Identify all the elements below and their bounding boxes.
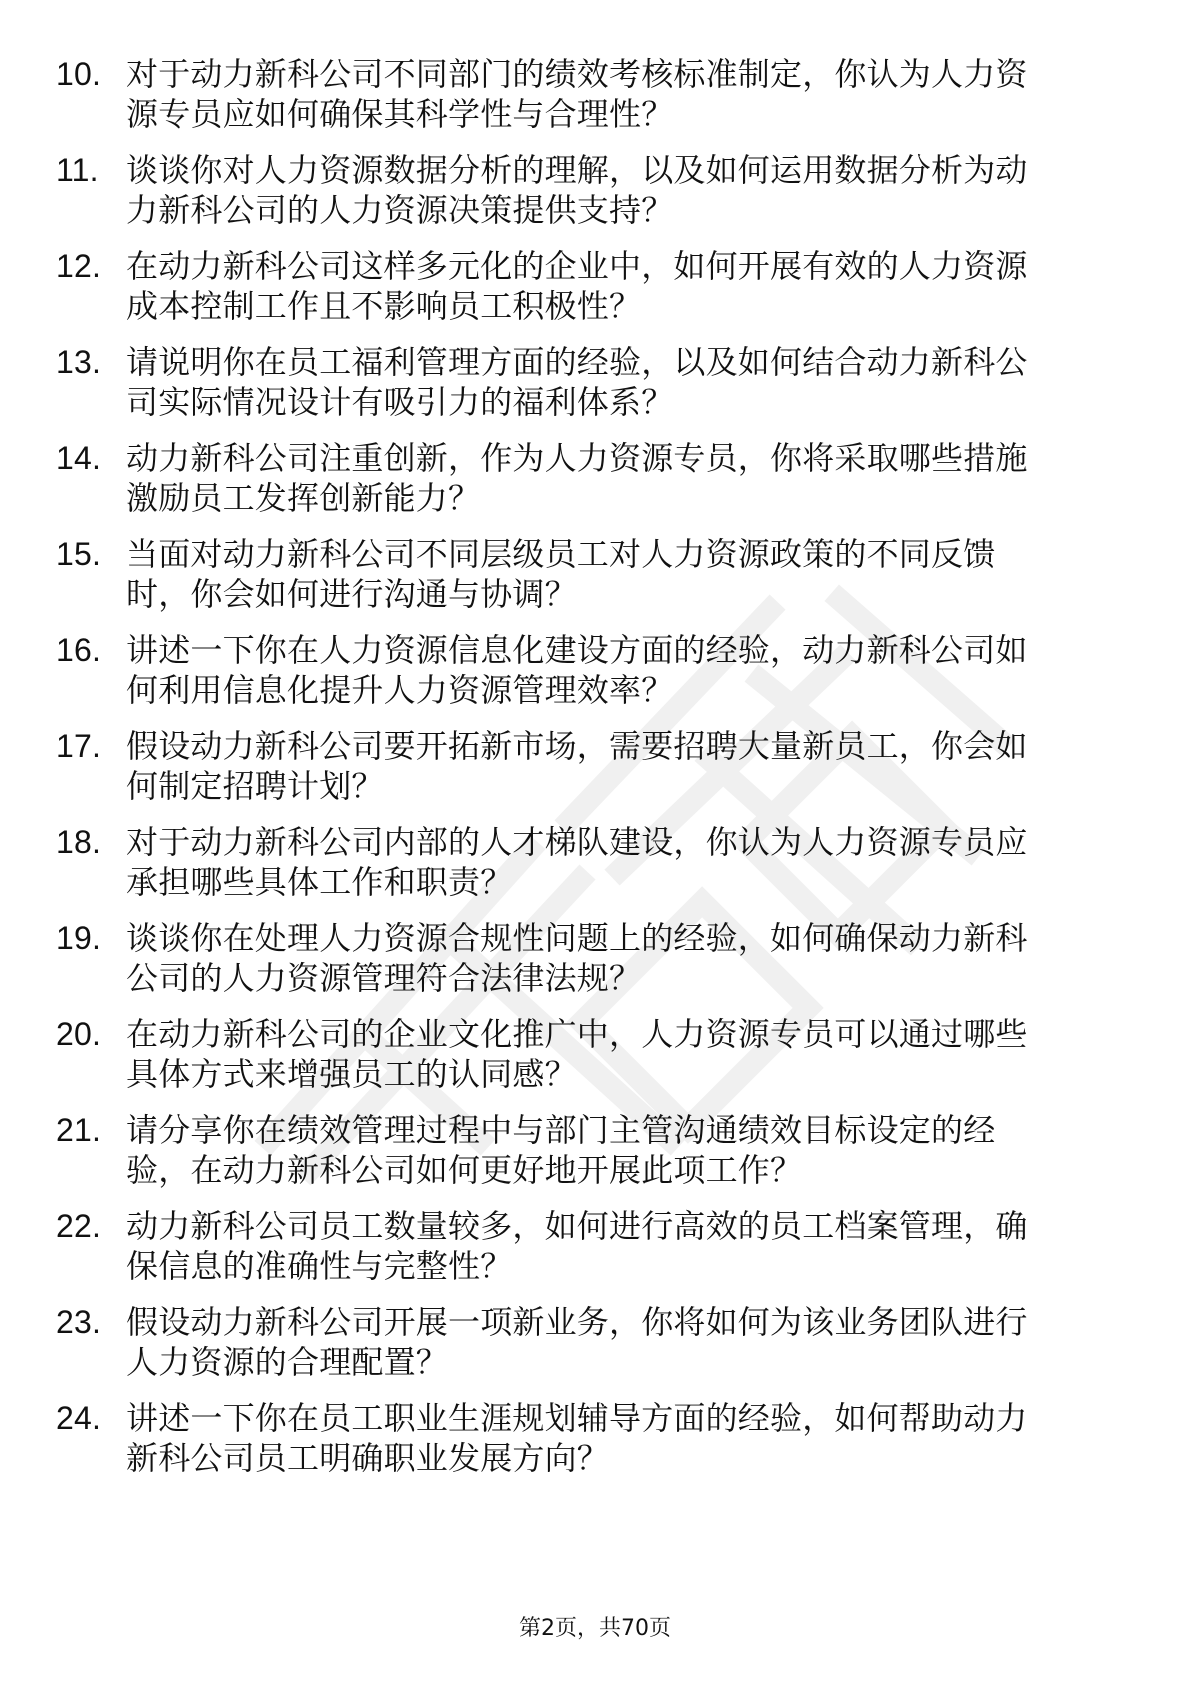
question-item bbox=[56, 1206, 1116, 1286]
question-item bbox=[56, 534, 1116, 614]
question-text-line: 司实际情况设计有吸引力的福利体系？ bbox=[126, 383, 674, 421]
question-text-line: 何制定招聘计划？ bbox=[126, 767, 384, 805]
question-text-line: 在动力新科公司这样多元化的企业中，如何开展有效的人力资源 bbox=[126, 247, 1028, 285]
question-number: 15. bbox=[56, 536, 102, 572]
question-item bbox=[56, 438, 1116, 518]
question-text-line: 源专员应如何确保其科学性与合理性？ bbox=[126, 95, 674, 133]
question-text-line: 讲述一下你在员工职业生涯规划辅导方面的经验，如何帮助动力 bbox=[126, 1399, 1028, 1437]
question-text-line: 谈谈你对人力资源数据分析的理解，以及如何运用数据分析为动 bbox=[126, 151, 1028, 189]
question-text-line: 成本控制工作且不影响员工积极性？ bbox=[126, 287, 642, 325]
question-number: 17. bbox=[56, 728, 102, 764]
question-text-line: 何利用信息化提升人力资源管理效率？ bbox=[126, 671, 674, 709]
question-item bbox=[56, 54, 1116, 134]
question-number: 24. bbox=[56, 1400, 102, 1436]
question-text-line: 力新科公司的人力资源决策提供支持？ bbox=[126, 191, 674, 229]
question-text-line: 谈谈你在处理人力资源合规性问题上的经验，如何确保动力新科 bbox=[126, 919, 1028, 957]
page-footer bbox=[0, 1614, 1190, 1644]
question-item bbox=[56, 822, 1116, 902]
question-text-line: 假设动力新科公司开展一项新业务，你将如何为该业务团队进行 bbox=[126, 1303, 1028, 1341]
question-text-line: 对于动力新科公司内部的人才梯队建设，你认为人力资源专员应 bbox=[126, 823, 1028, 861]
question-item bbox=[56, 918, 1116, 998]
question-item bbox=[56, 1302, 1116, 1382]
question-text-line: 请说明你在员工福利管理方面的经验，以及如何结合动力新科公 bbox=[126, 343, 1028, 381]
question-text-line: 公司的人力资源管理符合法律法规？ bbox=[126, 959, 642, 997]
question-text-line: 请分享你在绩效管理过程中与部门主管沟通绩效目标设定的经 bbox=[126, 1111, 996, 1149]
question-number: 14. bbox=[56, 440, 102, 476]
question-number: 12. bbox=[56, 248, 102, 284]
question-text-line: 验，在动力新科公司如何更好地开展此项工作？ bbox=[126, 1151, 803, 1189]
question-item bbox=[56, 726, 1116, 806]
question-item bbox=[56, 246, 1116, 326]
question-text-line: 对于动力新科公司不同部门的绩效考核标准制定，你认为人力资 bbox=[126, 55, 1028, 93]
question-number: 10. bbox=[56, 56, 102, 92]
question-number: 21. bbox=[56, 1112, 102, 1148]
question-item bbox=[56, 1110, 1116, 1190]
question-list bbox=[56, 54, 1116, 1494]
question-text-line: 承担哪些具体工作和职责？ bbox=[126, 863, 513, 901]
question-number: 23. bbox=[56, 1304, 102, 1340]
question-text-line: 具体方式来增强员工的认同感？ bbox=[126, 1055, 577, 1093]
question-text-line: 讲述一下你在人力资源信息化建设方面的经验，动力新科公司如 bbox=[126, 631, 1028, 669]
question-text-line: 保信息的准确性与完整性？ bbox=[126, 1247, 513, 1285]
question-text-line: 动力新科公司注重创新，作为人力资源专员，你将采取哪些措施 bbox=[126, 439, 1028, 477]
question-number: 19. bbox=[56, 920, 102, 956]
question-number: 16. bbox=[56, 632, 102, 668]
question-text-line: 动力新科公司员工数量较多，如何进行高效的员工档案管理，确 bbox=[126, 1207, 1028, 1245]
question-text-line: 人力资源的合理配置？ bbox=[126, 1343, 449, 1381]
question-number: 20. bbox=[56, 1016, 102, 1052]
question-item bbox=[56, 342, 1116, 422]
question-item bbox=[56, 630, 1116, 710]
question-number: 13. bbox=[56, 344, 102, 380]
question-text-line: 在动力新科公司的企业文化推广中，人力资源专员可以通过哪些 bbox=[126, 1015, 1028, 1053]
question-text-line: 当面对动力新科公司不同层级员工对人力资源政策的不同反馈 bbox=[126, 535, 996, 573]
question-number: 11. bbox=[56, 152, 99, 188]
question-text-line: 假设动力新科公司要开拓新市场，需要招聘大量新员工，你会如 bbox=[126, 727, 1028, 765]
question-text-line: 新科公司员工明确职业发展方向？ bbox=[126, 1439, 610, 1477]
question-number: 22. bbox=[56, 1208, 102, 1244]
question-text-line: 时，你会如何进行沟通与协调？ bbox=[126, 575, 577, 613]
question-number: 18. bbox=[56, 824, 102, 860]
question-text-line: 激励员工发挥创新能力？ bbox=[126, 479, 481, 517]
question-item bbox=[56, 1014, 1116, 1094]
question-item bbox=[56, 1398, 1116, 1478]
question-item bbox=[56, 150, 1116, 230]
page-number-label: 第2页，共70页 bbox=[519, 1616, 671, 1641]
